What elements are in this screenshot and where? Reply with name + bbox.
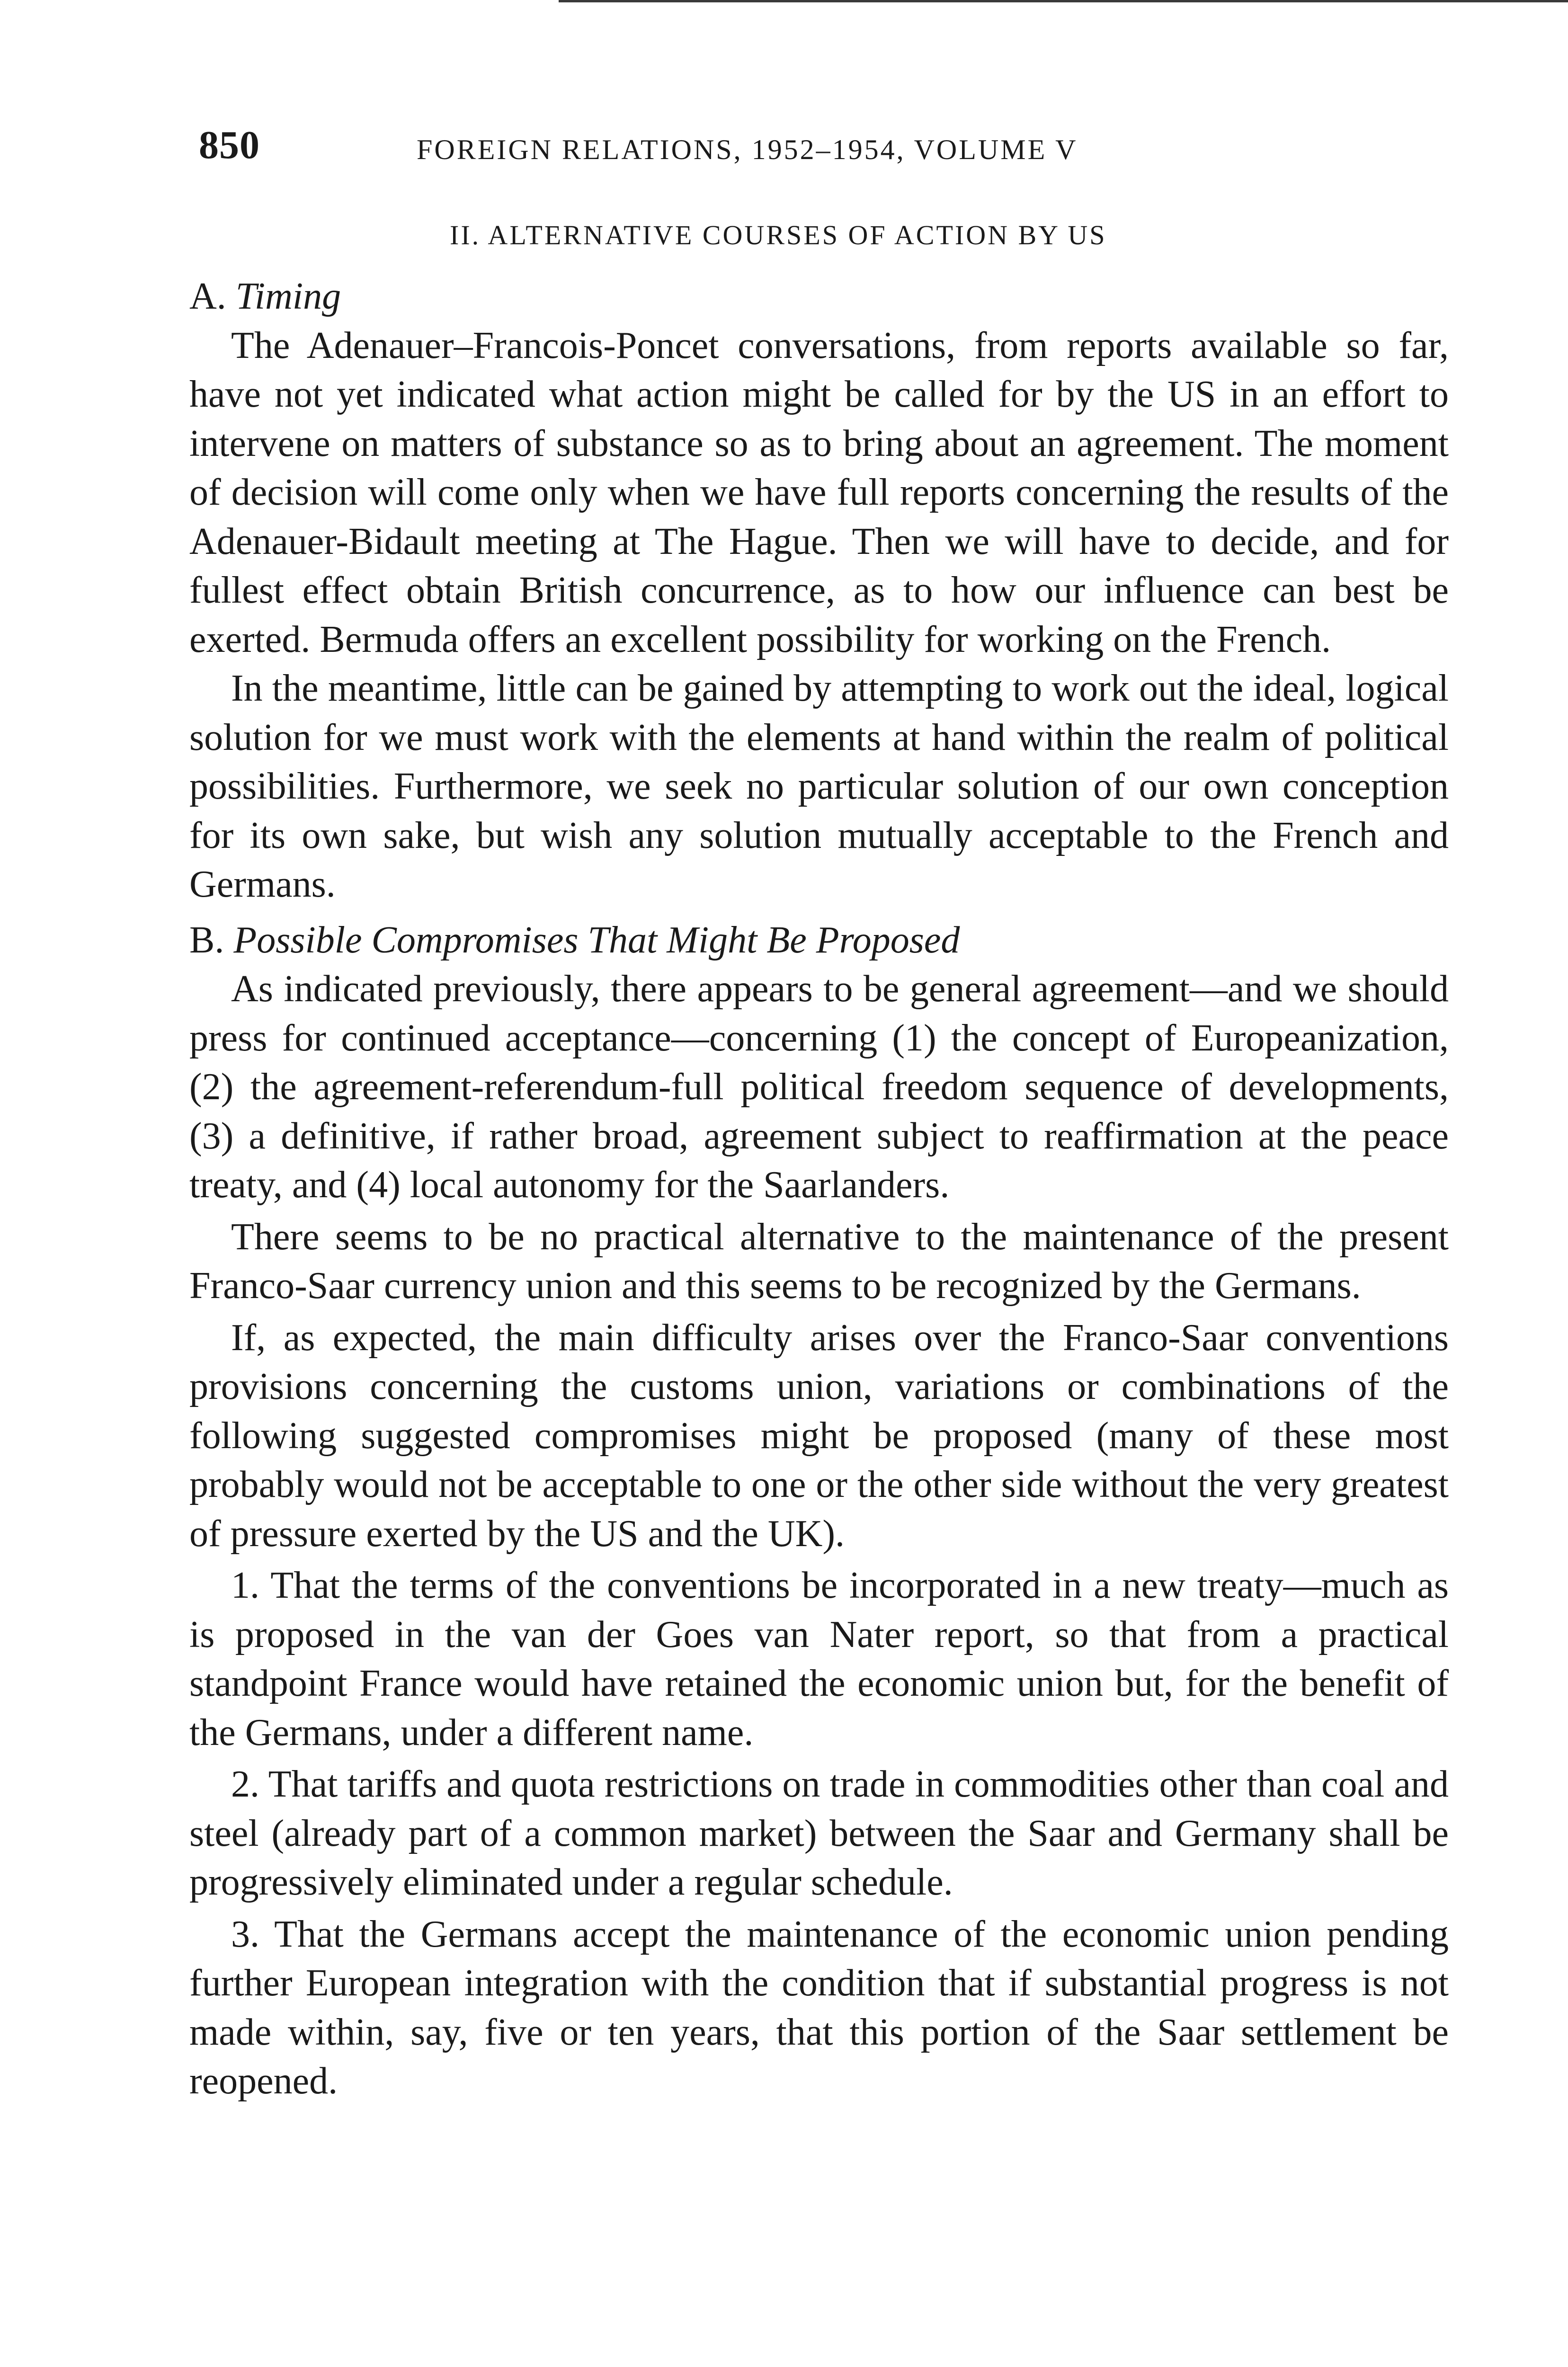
- body-text: [189, 272, 1449, 2106]
- numbered-item-1: 1. That the terms of the conventions be incorporated in a new treaty—much as is proposed in the van der Goes van Nater report, so that from a practical standpoint France would have retained the economic union but, for the benefit of the Germans, under a different name.: [189, 1565, 1449, 1753]
- subsection-a-title: Timing: [235, 276, 341, 317]
- subsection-b-letter: B.: [189, 919, 224, 961]
- numbered-item-3: 3. That the Germans accept the maintenance of the economic union pending further European integration with the condition that if substantial progress is not made within, say, five or ten years, that this portion of the Saar settlement be reopened.: [189, 1913, 1449, 2102]
- subsection-a-heading: [189, 272, 1449, 321]
- top-rule: [559, 0, 1568, 2]
- paragraph: The Adenauer–Francois-Poncet conversations, from reports available so far, have not yet indicated what action might be called for by the US in an effort to intervene on matters of substance so as to bring about an agreement. The moment of decision will come only when we have full reports concerning the results of the Adenauer-Bidault meeting at The Hague. Then we will have to decide, and for fullest effect obtain British concurrence, as to how our influence can best be exerted. Bermuda offers an excellent possibility for working on the French.: [189, 324, 1449, 660]
- numbered-item-2: 2. That tariffs and quota restrictions on trade in commodities other than coal and steel (already part of a common market) between the Saar and Germany shall be progressively eliminated under a regular schedule.: [189, 1763, 1449, 1903]
- running-head: [199, 119, 1259, 171]
- subsection-b-title: Possible Compromises That Might Be Proposed: [233, 919, 960, 961]
- subsection-b-heading: [189, 916, 1449, 965]
- paragraph: As indicated previously, there appears to be general agreement—and we should press for continued acceptance—concerning (1) the concept of Europeanization, (2) the agreement-referendum-full political freedom sequence of developments, (3) a definitive, if rather broad, agreement subject to reaffirmation at the peace treaty, and (4) local autonomy for the Saarlanders.: [189, 968, 1449, 1206]
- running-title: FOREIGN RELATIONS, 1952–1954, VOLUME V: [417, 134, 1078, 165]
- subsection-a-letter: A.: [189, 276, 226, 317]
- paragraph: In the meantime, little can be gained by attempting to work out the ideal, logical solution for we must work with the elements at hand within the realm of political possibilities. Furthermore, we seek no particular solution of our own conception for its own sake, but wish any solution mutually acceptable to the French and Germans.: [189, 667, 1449, 905]
- page-number: 850: [199, 123, 260, 167]
- section-heading: II. ALTERNATIVE COURSES OF ACTION BY US: [450, 220, 1107, 250]
- paragraph: There seems to be no practical alternative to the maintenance of the present Franco-Saar currency union and this seems to be recognized by the Germans.: [189, 1216, 1449, 1307]
- paragraph: If, as expected, the main difficulty arises over the Franco-Saar conventions provisions concerning the customs union, variations or combinations of the following suggested compromises might be proposed (many of these most probably would not be acceptable to one or the other side without the very greatest of pressure exerted by the US and the UK).: [189, 1317, 1449, 1555]
